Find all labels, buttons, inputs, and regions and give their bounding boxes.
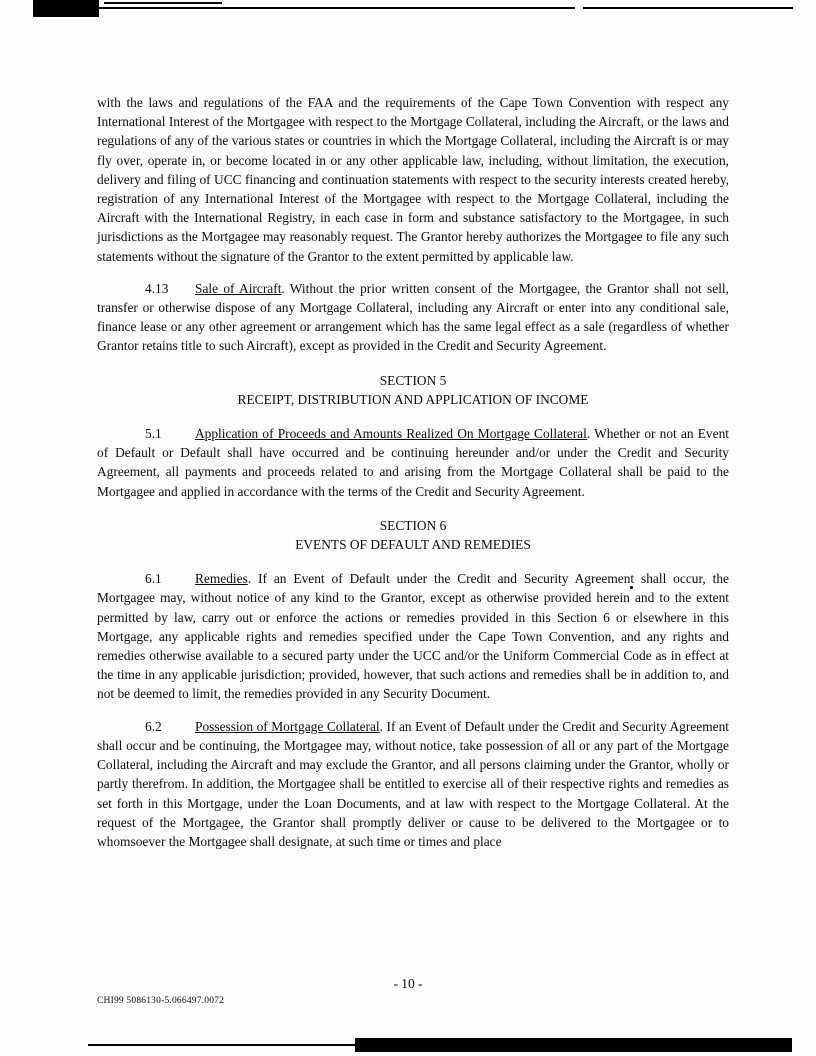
paragraph-4-13-number: 4.13 — [145, 280, 169, 296]
paragraph-6-1-heading: Remedies — [195, 571, 248, 587]
paragraph-5-1-body: . Whether or not an Event of Default or Default shall have occurred and be continuing hereunder and/or under the Credit and Security Agreement, all payments and proceeds related to and arising from the Mortgage Collateral shall be paid to the Mortgagee and applied in accordance with the terms of the Credit and Security Agreement. — [97, 426, 729, 499]
paragraph-4-13-heading: Sale of Aircraft — [195, 280, 282, 296]
paragraph-6-2-body: . If an Event of Default under the Credit and Security Agreement shall occur and be continuing, the Mortgagee may, without notice, take possession of all or any part of the Mortgage Collateral, including the Aircraft and may exclude the Grantor, and all persons claiming under the Grantor, wholly or partly therefrom. In addition, the Mortgagee shall be entitled to exercise all of their respective rights and remedies as set forth in this Mortgage, under the Loan Documents, and at law with respect to the Mortgage Collateral. At the request of the Mortgagee, the Grantor shall promptly deliver or cause to be delivered to the Mortgagee or to whomsoever the Mortgagee shall designate, at such time or times and place — [97, 718, 729, 849]
scan-artifact-top-left-box — [33, 0, 99, 17]
scan-artifact-top-line-right — [583, 7, 793, 9]
scan-artifact-top-dash — [104, 2, 222, 4]
paragraph-4-13 — [97, 279, 729, 356]
section-6-title: SECTION 6 — [379, 517, 447, 533]
paragraph-6-1 — [97, 569, 729, 703]
page-content — [97, 93, 729, 864]
paragraph-4-13-body: . Without the prior written consent of the Mortgagee, the Grantor shall not sell, transfer or otherwise dispose of any Mortgage Collateral, including any Aircraft or enter into any conditional sale, finance lease or any other agreement or arrangement which has the same legal effect as a sale (regardless of whether Grantor retains title to such Aircraft), except as provided in the Credit and Security Agreement. — [97, 280, 730, 354]
scan-artifact-bottom-bar — [355, 1038, 792, 1052]
section-5-title: SECTION 5 — [379, 372, 447, 388]
section-6-subtitle: EVENTS OF DEFAULT AND REMEDIES — [295, 537, 531, 553]
paragraph-6-1-body: . If an Event of Default under the Credit and Security Agreement shall occur, the Mortgagee may, without notice of any kind to the Grantor, except as otherwise provided herein and to the extent permitted by law, carry out or enforce the actions or remedies provided in this Section 6 or elsewhere in this Mortgage, any applicable rights and remedies specified under the Cape Town Convention, and any rights and remedies otherwise available to a secured party under the UCC and/or the Uniform Commercial Code as in effect at the time in any applicable jurisdiction; provided, however, that such actions and remedies shall be in addition to, and not be deemed to limit, the remedies provided in any Security Document. — [97, 571, 729, 702]
paragraph-6-2-heading: Possession of Mortgage Collateral — [195, 718, 380, 734]
document-id-stamp: CHI99 5086130-5.066497.0072 — [97, 996, 225, 1006]
page-number: - 10 - — [393, 976, 423, 991]
paragraph-6-2-number: 6.2 — [145, 718, 162, 734]
paragraph-5-1 — [97, 424, 729, 501]
scan-artifact-top-line-left — [99, 7, 575, 9]
paragraph-6-2 — [97, 717, 729, 851]
section-5-heading — [97, 371, 729, 409]
scan-artifact-bottom-line — [88, 1044, 360, 1046]
paragraph-6-1-number: 6.1 — [145, 571, 162, 587]
paragraph-continuation: with the laws and regulations of the FAA and the requirements of the Cape Town Convention with respect any International Interest of the Mortgagee with respect to the Mortgage Collateral, including the Aircraft, or the laws and regulations of any of the various states or countries in which the Mortgage Collateral, including the Aircraft is or may fly over, operate in, or become located in or any other applicable law, including, without limitation, the execution, delivery and filing of UCC financing and continuation statements with respect to the security interests created hereby, registration of any International Interest of the Mortgagee with respect to the Mortgage Collateral, including the Aircraft with the International Registry, in each case in form and substance satisfactory to the Mortgagee, in such jurisdictions as the Mortgagee may reasonably request. The Grantor hereby authorizes the Mortgagee to file any such statements without the signature of the Grantor to the extent permitted by applicable law. — [97, 95, 729, 264]
paragraph-5-1-number: 5.1 — [145, 426, 162, 442]
paragraph-5-1-heading: Application of Proceeds and Amounts Realized On Mortgage Collateral — [195, 426, 587, 442]
section-5-subtitle: RECEIPT, DISTRIBUTION AND APPLICATION OF INCOME — [237, 391, 589, 407]
section-6-heading — [97, 516, 729, 554]
